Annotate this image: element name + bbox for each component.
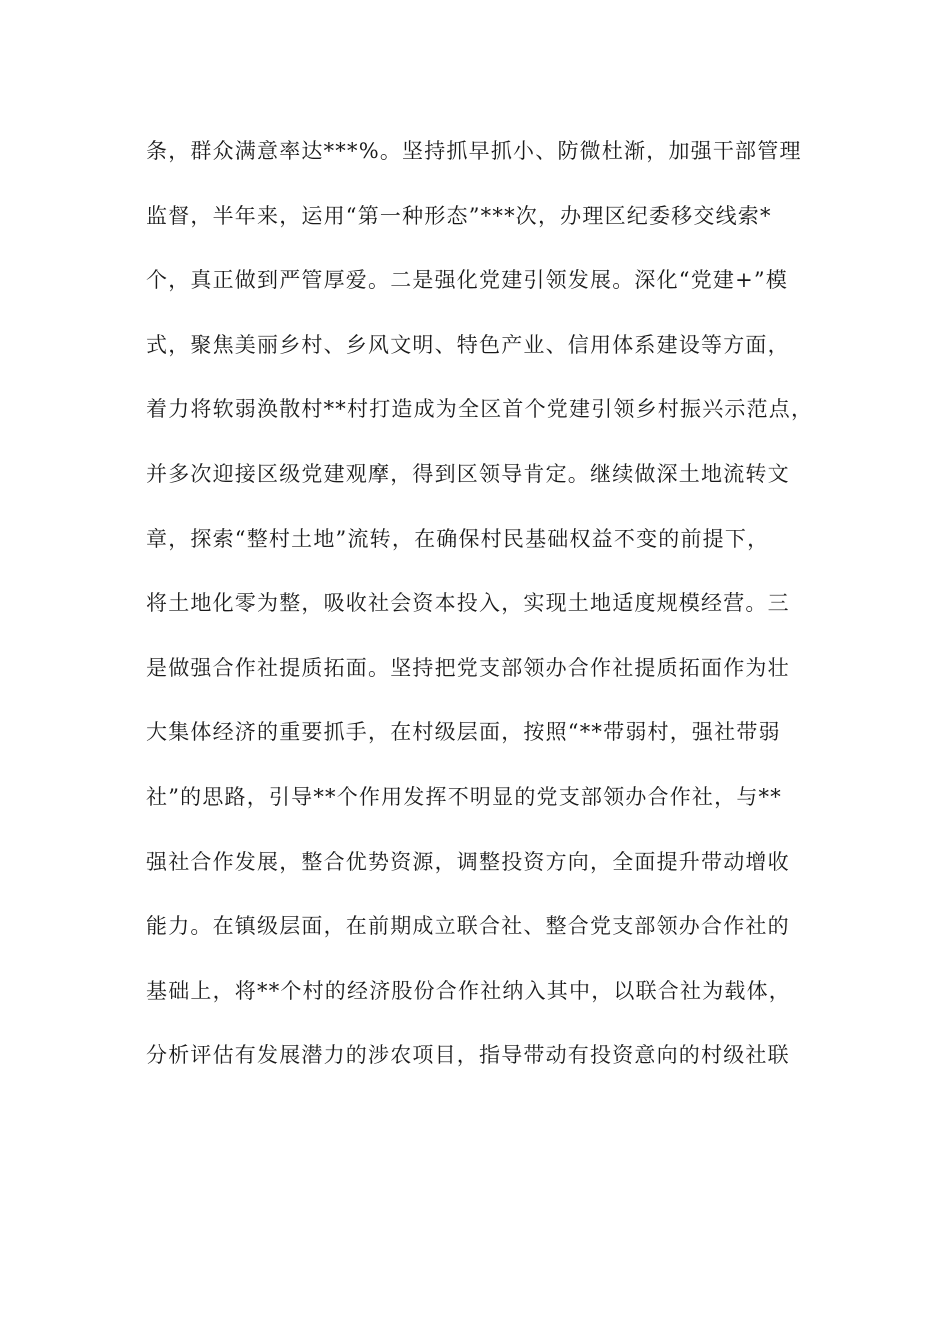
text-line: 着力将软弱涣散村**村打造成为全区首个党建引领乡村振兴示范点， (146, 397, 814, 422)
text-line: 式，聚焦美丽乡村、乡风文明、特色产业、信用体系建设等方面， (146, 332, 790, 357)
text-line: 社”的思路，引导**个作用发挥不明显的党支部领办合作社，与** (146, 784, 782, 809)
text-line: 将土地化零为整，吸收社会资本投入，实现土地适度规模经营。三 (146, 591, 790, 616)
text-line: 强社合作发展，整合优势资源，调整投资方向，全面提升带动增收 (146, 849, 790, 874)
text-line: 大集体经济的重要抓手，在村级层面，按照“**带弱村，强社带弱 (146, 720, 781, 745)
text-line: 分析评估有发展潜力的涉农项目，指导带动有投资意向的村级社联 (146, 1043, 790, 1068)
text-line: 基础上，将**个村的经济股份合作社纳入其中，以联合社为载体， (146, 978, 791, 1003)
text-line: 个，真正做到严管厚爱。二是强化党建引领发展。深化“党建+”模 (146, 268, 789, 293)
text-line: 并多次迎接区级党建观摩，得到区领导肯定。继续做深土地流转文 (146, 461, 790, 486)
text-line: 章，探索“整村土地”流转，在确保村民基础权益不变的前提下， (146, 526, 770, 551)
text-line: 能力。在镇级层面，在前期成立联合社、整合党支部领办合作社的 (146, 914, 790, 939)
text-line: 条，群众满意率达***%。坚持抓早抓小、防微杜渐，加强干部管理 (146, 139, 802, 163)
text-line: 监督，半年来，运用“第一种形态”***次，办理区纪委移交线索* (146, 203, 772, 228)
text-line: 是做强合作社提质拓面。坚持把党支部领办合作社提质拓面作为壮 (146, 655, 790, 680)
document-body (146, 128, 814, 1097)
